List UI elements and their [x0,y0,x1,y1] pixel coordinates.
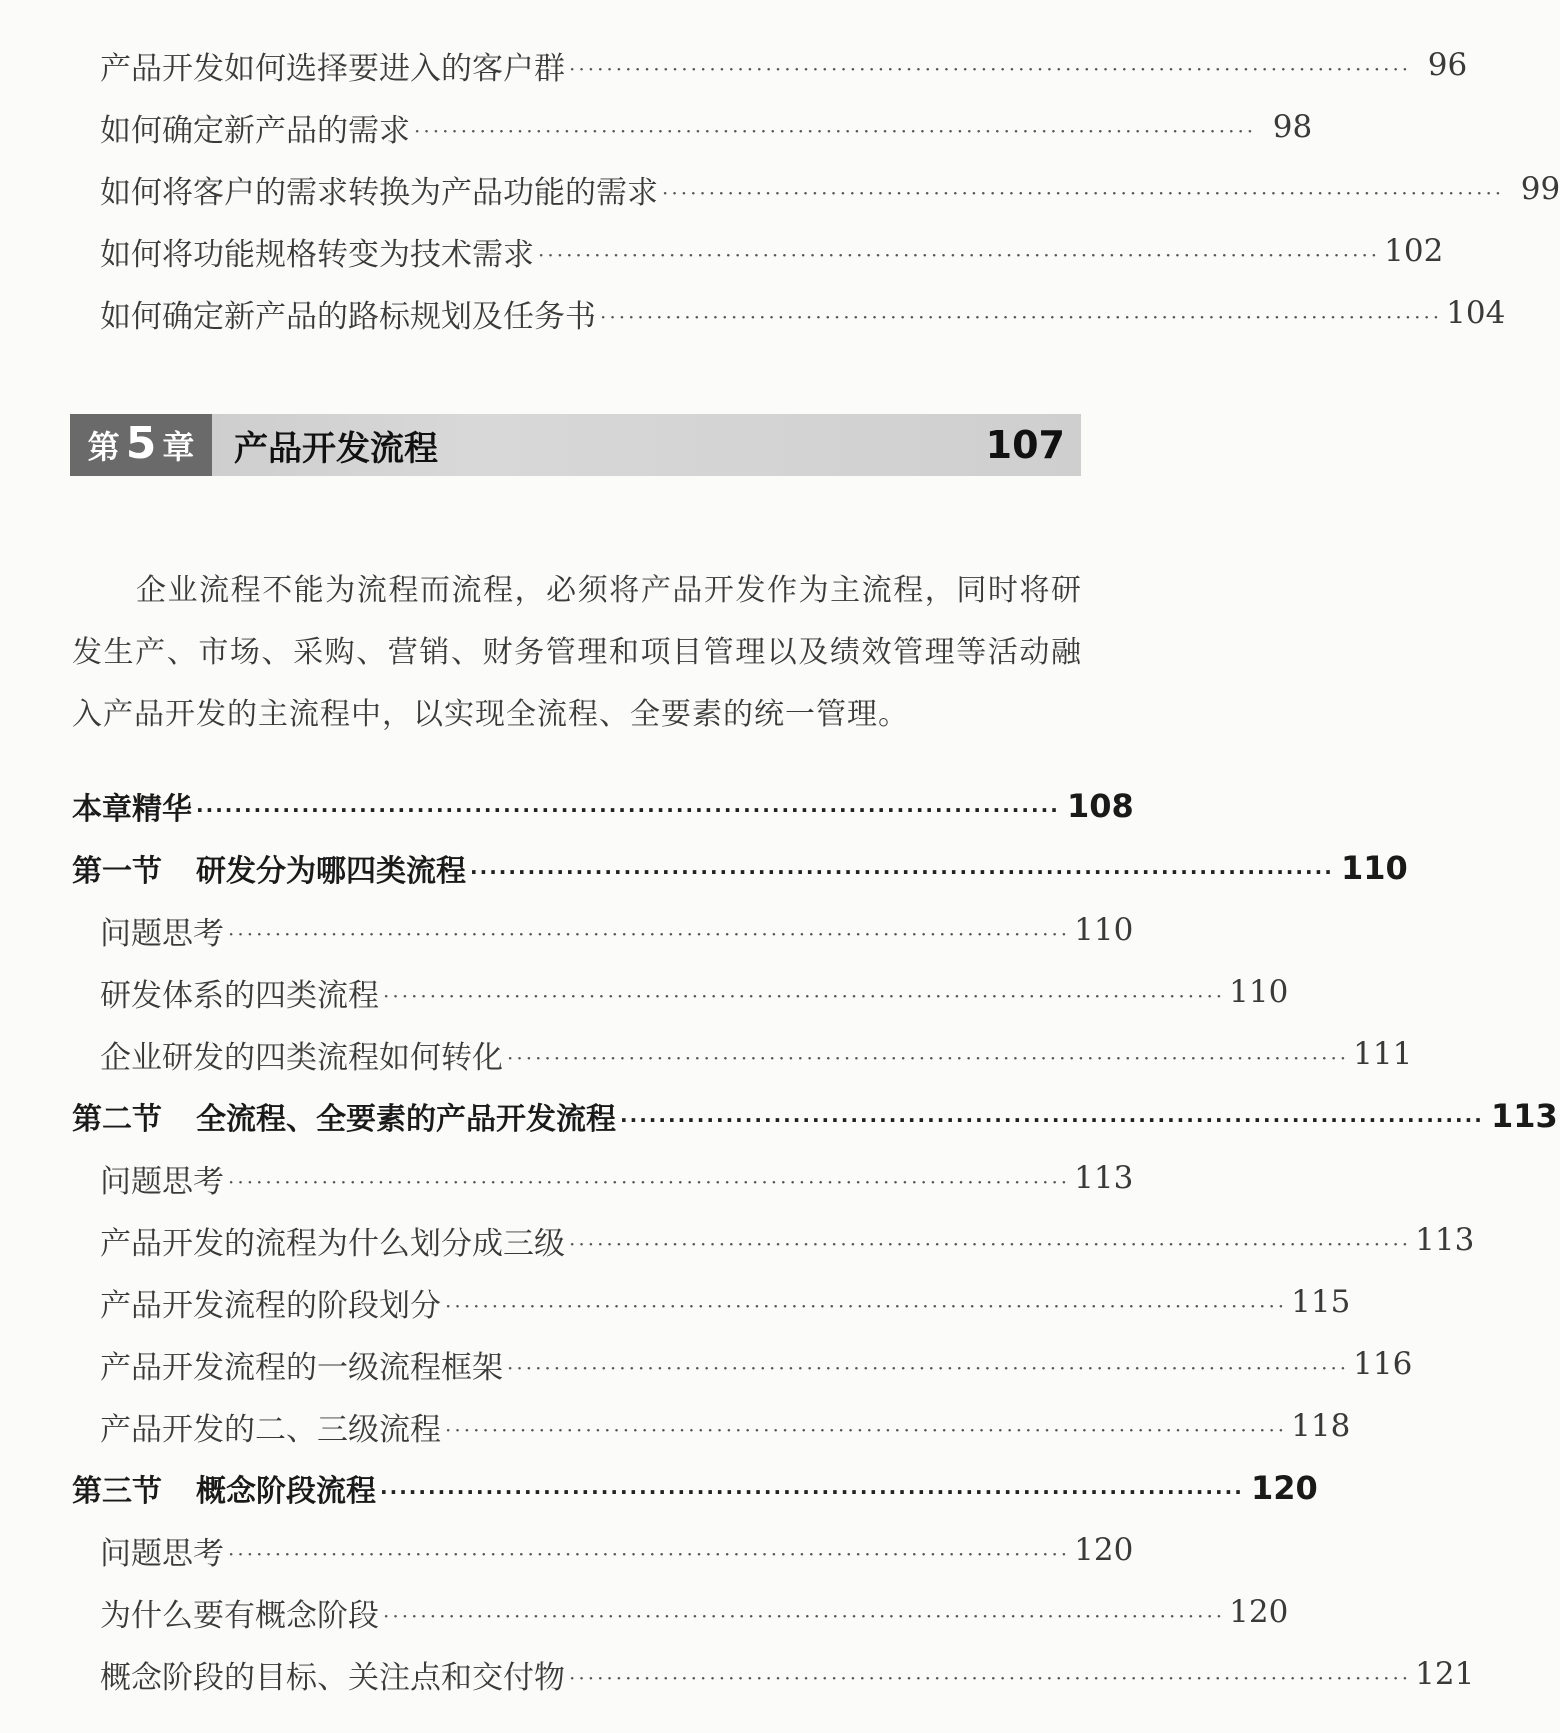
toc-leader-dots: ·························································································· [569,1666,1412,1690]
chapter-intro-paragraph: 企业流程不能为流程而流程，必须将产品开发作为主流程，同时将研发生产、市场、采购、营销、财务管理和项目管理以及绩效管理等活动融入产品开发的主流程中，以实现全流程、全要素的统一管理。 [72,573,1082,732]
toc-leader-dots: ·························································································· [507,1356,1350,1380]
toc-entry-page: 113 [1415,1222,1475,1258]
toc-entry[interactable] [100,1649,1475,1699]
toc-entry-label: 如何确定新产品的路标规划及任务书 [100,298,596,335]
toc-section-page: 120 [1251,1469,1318,1507]
toc-entry-label: 问题思考 [100,1535,224,1572]
toc-entry-label: 产品开发如何选择要进入的客户群 [100,50,565,87]
toc-leader-dots: ·························································································· [228,1542,1071,1566]
toc-entry-label: 研发体系的四类流程 [100,977,379,1014]
toc-leader-dots: ·························································································· [383,1604,1226,1628]
toc-leader-dots: ·························································································· [600,305,1443,329]
toc-entry-page: 104 [1446,295,1506,331]
toc-leader-dots: ·························································································· [383,984,1226,1008]
toc-leader-dots: ·························································································· [445,1418,1288,1442]
toc-entry[interactable] [100,1215,1475,1265]
toc-entry[interactable] [100,967,1289,1017]
toc-leader-dots: ·························································································· [414,119,1257,143]
toc-section-label: 概念阶段流程 [196,1474,376,1509]
toc-entry[interactable] [100,1339,1413,1389]
toc-entry-label: 为什么要有概念阶段 [100,1597,379,1634]
toc-entry-label: 如何将功能规格转变为技术需求 [100,236,534,273]
toc-entry[interactable] [100,1587,1289,1637]
toc-entry-page: 115 [1291,1284,1351,1320]
toc-leader-dots: ·························································································· [507,1046,1350,1070]
toc-entry[interactable] [100,288,1506,338]
toc-section-label: 本章精华 [72,792,192,827]
chapter-tag-suffix: 章 [162,428,195,466]
chapter-tag-prefix: 第 [87,428,120,466]
toc-entry[interactable] [100,226,1444,276]
toc-leader-dots: ·························································································· [196,798,1060,822]
toc-entry-page: 110 [1229,974,1289,1010]
toc-entry[interactable] [100,40,1468,90]
toc-entry[interactable] [100,1277,1351,1327]
chapter-heading[interactable] [70,414,1081,476]
toc-leader-dots: ·························································································· [445,1294,1288,1318]
toc-section-entry[interactable] [72,843,1408,893]
toc-entry-label: 如何确定新产品的需求 [100,112,410,149]
toc-leader-dots: ·························································································· [662,181,1505,205]
toc-entry-label: 产品开发流程的一级流程框架 [100,1349,503,1386]
toc-section-entry[interactable] [72,781,1134,831]
toc-entry[interactable] [100,1029,1413,1079]
toc-entry-page: 116 [1353,1346,1413,1382]
toc-entry[interactable] [100,164,1560,214]
toc-entry-page: 118 [1291,1408,1351,1444]
toc-entry-label: 如何将客户的需求转换为产品功能的需求 [100,174,658,211]
chapter-page-number: 107 [985,423,1065,467]
toc-leader-dots: ·························································································· [228,922,1071,946]
toc-section-number: 第二节 [72,1102,162,1137]
toc-entry-label: 概念阶段的目标、关注点和交付物 [100,1659,565,1696]
toc-section-label: 研发分为哪四类流程 [196,854,466,889]
toc-entry-page: 120 [1229,1594,1289,1630]
toc-section-number: 第三节 [72,1474,162,1509]
toc-entry-page: 111 [1353,1036,1413,1072]
toc-section-label: 全流程、全要素的产品开发流程 [196,1102,616,1137]
toc-entry-label: 产品开发的流程为什么划分成三级 [100,1225,565,1262]
toc-entry-page: 98 [1272,109,1313,145]
toc-section-entry[interactable] [72,1091,1558,1141]
toc-section-page: 113 [1491,1097,1558,1135]
toc-leader-dots: ·························································································· [380,1480,1244,1504]
toc-section-page: 110 [1341,849,1408,887]
toc-entry-page: 96 [1427,47,1468,83]
toc-entry-label: 产品开发流程的阶段划分 [100,1287,441,1324]
toc-entry-page: 121 [1415,1656,1475,1692]
toc-entry-label: 企业研发的四类流程如何转化 [100,1039,503,1076]
toc-section-number: 第一节 [72,854,162,889]
toc-section-entry[interactable] [72,1463,1318,1513]
toc-entry-page: 120 [1074,1532,1134,1568]
chapter-title: 产品开发流程 [234,428,438,469]
toc-entry-label: 问题思考 [100,915,224,952]
toc-entry-page: 113 [1074,1160,1134,1196]
toc-entry[interactable] [100,1401,1351,1451]
toc-leader-dots: ·························································································· [470,860,1334,884]
toc-entry[interactable] [100,1153,1134,1203]
toc-entry-page: 102 [1384,233,1444,269]
toc-entry[interactable] [100,905,1134,955]
toc-leader-dots: ·························································································· [569,57,1412,81]
toc-entry-label: 产品开发的二、三级流程 [100,1411,441,1448]
chapter-number-tag [70,414,212,476]
toc-section-page: 108 [1067,787,1134,825]
toc-entry[interactable] [100,102,1313,152]
toc-entry-page: 99 [1520,171,1560,207]
toc-leader-dots: ·························································································· [228,1170,1071,1194]
toc-entry-label: 问题思考 [100,1163,224,1200]
toc-leader-dots: ·························································································· [620,1108,1484,1132]
toc-leader-dots: ·························································································· [538,243,1381,267]
toc-entry[interactable] [100,1525,1134,1575]
chapter-tag-number: 5 [125,417,157,469]
toc-entry-page: 110 [1074,912,1134,948]
toc-leader-dots: ·························································································· [569,1232,1412,1256]
